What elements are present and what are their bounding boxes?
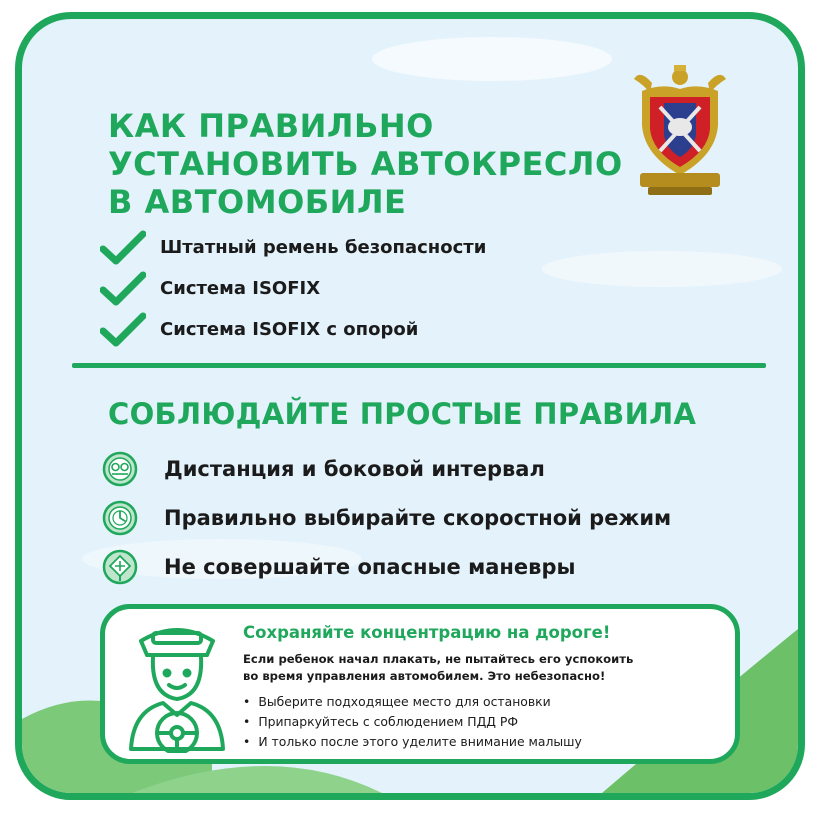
title-line: В АВТОМОБИЛЕ xyxy=(108,183,407,221)
page-title xyxy=(108,107,623,221)
rules-heading: СОБЛЮДАЙТЕ ПРОСТЫЕ ПРАВИЛА xyxy=(108,397,697,431)
section-divider xyxy=(72,363,766,368)
police-emblem-icon xyxy=(632,63,728,199)
notice-subtitle-line: во время управления автомобилем. Это небезопасно! xyxy=(243,669,606,683)
list-item xyxy=(102,493,671,542)
notice-bullets xyxy=(243,692,582,752)
notice-subtitle xyxy=(243,651,633,685)
list-item xyxy=(100,309,486,350)
speedometer-icon xyxy=(102,500,138,536)
list-item: • Припаркуйтесь с соблюдением ПДД РФ xyxy=(243,712,582,732)
title-line: КАК ПРАВИЛЬНО xyxy=(108,107,434,145)
rule-label: Дистанция и боковой интервал xyxy=(164,456,545,481)
warning-sign-icon xyxy=(102,549,138,585)
checkmark-icon xyxy=(100,312,146,348)
driver-icon xyxy=(123,619,231,753)
title-line: УСТАНОВИТЬ АВТОКРЕСЛО xyxy=(108,145,623,183)
rule-label: Правильно выбирайте скоростной режим xyxy=(164,505,672,530)
distance-icon xyxy=(102,451,138,487)
list-item xyxy=(100,268,486,309)
checklist xyxy=(100,227,486,350)
list-item xyxy=(102,444,671,493)
notice-box xyxy=(100,604,740,764)
rules-list xyxy=(102,444,671,591)
checkmark-icon xyxy=(100,271,146,307)
list-item xyxy=(102,542,671,591)
checklist-item-label: Система ISOFIX с опорой xyxy=(160,319,419,340)
checklist-item-label: Штатный ремень безопасности xyxy=(160,237,487,258)
rule-label: Не совершайте опасные маневры xyxy=(164,554,576,579)
list-item: • Выберите подходящее место для остановки xyxy=(243,692,582,712)
notice-subtitle-line: Если ребенок начал плакать, не пытайтесь его успокоить xyxy=(243,652,634,666)
checkmark-icon xyxy=(100,230,146,266)
checklist-item-label: Система ISOFIX xyxy=(160,278,321,299)
list-item: • И только после этого уделите внимание малышу xyxy=(243,732,582,752)
notice-title: Сохраняйте концентрацию на дороге! xyxy=(243,623,611,642)
infographic-card xyxy=(15,12,805,800)
list-item xyxy=(100,227,486,268)
